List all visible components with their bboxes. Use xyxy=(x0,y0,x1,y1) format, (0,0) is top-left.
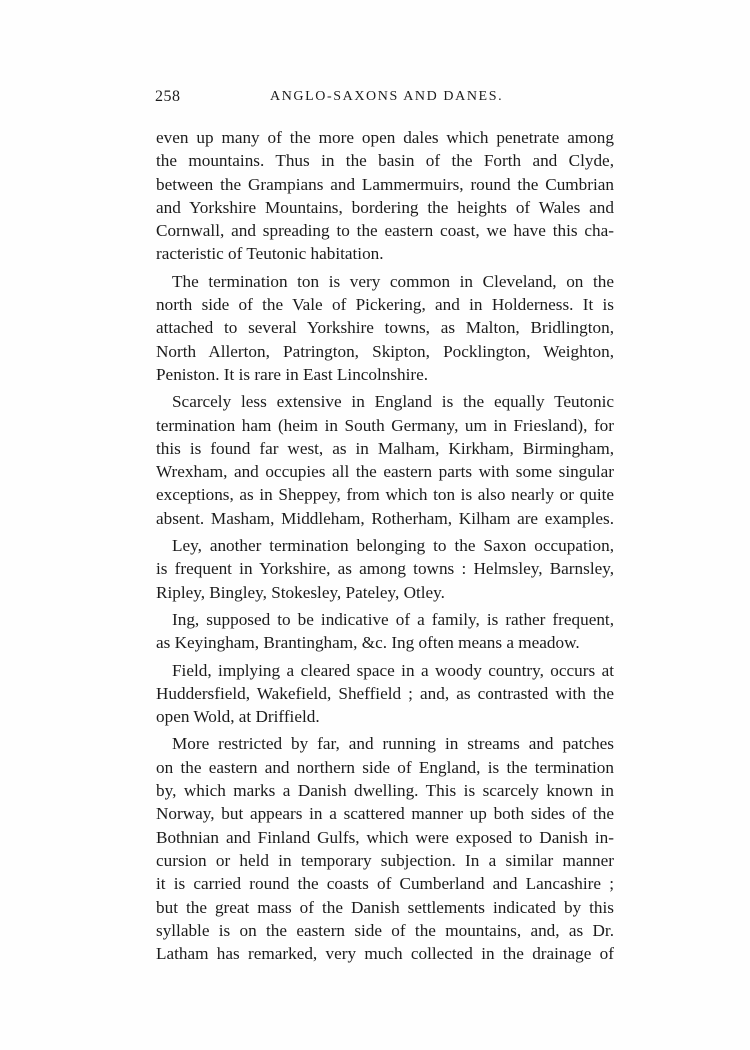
text-line: Latham has remarked, very much collected in the drainage of xyxy=(156,944,614,964)
text-line: Bothnian and Finland Gulfs, which were exposed to Danish in- xyxy=(156,827,614,847)
paragraph xyxy=(156,126,614,266)
paragraph xyxy=(156,732,614,965)
text-line: and Yorkshire Mountains, bordering the heights of Wales and xyxy=(156,197,614,217)
text-line: Wrexham, and occupies all the eastern parts with some singular xyxy=(156,462,614,482)
text-line: it is carried round the coasts of Cumberland and Lancashire ; xyxy=(156,874,614,894)
page-number: 258 xyxy=(155,88,181,105)
text-line: Peniston. It is rare in East Lincolnshire. xyxy=(156,364,429,384)
text-line: north side of the Vale of Pickering, and in Holderness. It is xyxy=(156,295,614,315)
text-line: Ing, supposed to be indicative of a family, is rather frequent, xyxy=(172,609,614,629)
text-line: The termination ton is very common in Cleveland, on the xyxy=(172,271,614,291)
text-line: the mountains. Thus in the basin of the Forth and Clyde, xyxy=(156,151,614,171)
text-line: Cornwall, and spreading to the eastern coast, we have this cha- xyxy=(156,221,614,241)
text-line: cursion or held in temporary subjection. In a similar manner xyxy=(156,850,614,870)
text-line: between the Grampians and Lammermuirs, round the Cumbrian xyxy=(156,174,614,194)
text-line: More restricted by far, and running in streams and patches xyxy=(172,734,614,754)
text-line: even up many of the more open dales which penetrate among xyxy=(156,128,614,147)
body-text xyxy=(156,126,614,969)
paragraph xyxy=(156,270,614,386)
text-line: Huddersfield, Wakefield, Sheffield ; and, as contrasted with the xyxy=(156,683,614,703)
text-line: is frequent in Yorkshire, as among towns : Helmsley, Barnsley, xyxy=(156,559,614,579)
text-line: Ley, another termination belonging to the Saxon occupation, xyxy=(172,536,614,556)
paragraph xyxy=(156,534,614,604)
text-line: Ripley, Bingley, Stokesley, Pateley, Otley. xyxy=(156,582,445,602)
text-line: but the great mass of the Danish settlements indicated by this xyxy=(156,897,614,917)
text-line: this is found far west, as in Malham, Kirkham, Birmingham, xyxy=(156,438,614,458)
text-line: on the eastern and northern side of England, is the termination xyxy=(156,757,614,777)
text-line: termination ham (heim in South Germany, um in Friesland), for xyxy=(156,415,614,435)
text-line: Field, implying a cleared space in a woody country, occurs at xyxy=(172,660,614,680)
text-line: as Keyingham, Brantingham, &c. Ing often means a meadow. xyxy=(156,633,580,653)
text-line: open Wold, at Driffield. xyxy=(156,707,320,727)
text-line: Norway, but appears in a scattered manner up both sides of the xyxy=(156,804,614,824)
running-head xyxy=(155,88,615,112)
paragraph xyxy=(156,659,614,729)
text-line: absent. Masham, Middleham, Rotherham, Kilham are examples. xyxy=(156,508,614,528)
paragraph xyxy=(156,608,614,655)
running-title: ANGLO-SAXONS AND DANES. xyxy=(270,89,504,104)
text-line: Scarcely less extensive in England is the equally Teutonic xyxy=(172,392,614,412)
text-line: by, which marks a Danish dwelling. This is scarcely known in xyxy=(156,781,614,801)
text-line: syllable is on the eastern side of the mountains, and, as Dr. xyxy=(156,920,614,940)
paragraph xyxy=(156,390,614,530)
text-line: North Allerton, Patrington, Skipton, Pocklington, Weighton, xyxy=(156,341,614,361)
text-line: attached to several Yorkshire towns, as Malton, Bridlington, xyxy=(156,318,614,338)
text-line: racteristic of Teutonic habitation. xyxy=(156,244,384,264)
text-line: exceptions, as in Sheppey, from which ton is also nearly or quite xyxy=(156,485,614,505)
